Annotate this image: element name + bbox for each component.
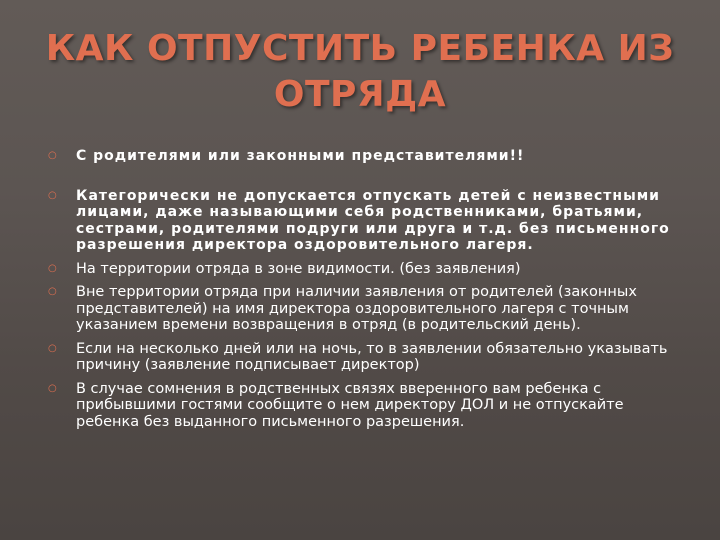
bullet-item-4 [48,284,688,334]
bullet-item-2 [48,188,688,254]
bullet-icon: ○ [48,382,57,394]
bullet-item-1 [48,148,688,165]
bullet-item-3 [48,261,688,278]
slide-title: КАК ОТПУСТИТЬ РЕБЕНКА ИЗ ОТРЯДА [45,28,675,115]
bullet-text-6: В случае сомнения в родственных связях вверенного вам ребенка с прибывшими гостями сообщите о нем директору ДОЛ и не отпускайте ребенка без выданного письменного разрешения. [76,380,624,430]
bullet-item-5 [48,341,688,374]
bullet-item-6 [48,381,688,431]
bullet-icon: ○ [48,189,58,201]
bullet-text-3: На территории отряда в зоне видимости. (без заявления) [76,260,521,277]
bullet-list [48,148,688,430]
bullet-text-1: С родителями или законными представителями!! [76,148,525,164]
bullet-icon: ○ [48,342,57,354]
bullet-icon: ○ [48,150,58,161]
bullet-icon: ○ [48,286,57,297]
bullet-icon: ○ [48,262,57,274]
bullet-text-2: Категорически не допускается отпускать детей с неизвестными лицами, даже называющими себя родственниками, братьями, сестрами, родителями подруги или друга и т.д. без письменного разрешения директора оздоровительного лагеря. [76,187,670,253]
bullet-text-5: Если на несколько дней или на ночь, то в заявлении обязательно указывать причину (заявление подписывает директор) [76,340,668,373]
bullet-text-4: Вне территории отряда при наличии заявления от родителей (законных представителей) на имя директора оздоровительного лагеря с точным указанием времени возвращения в отряд (в родительский день). [76,284,637,333]
